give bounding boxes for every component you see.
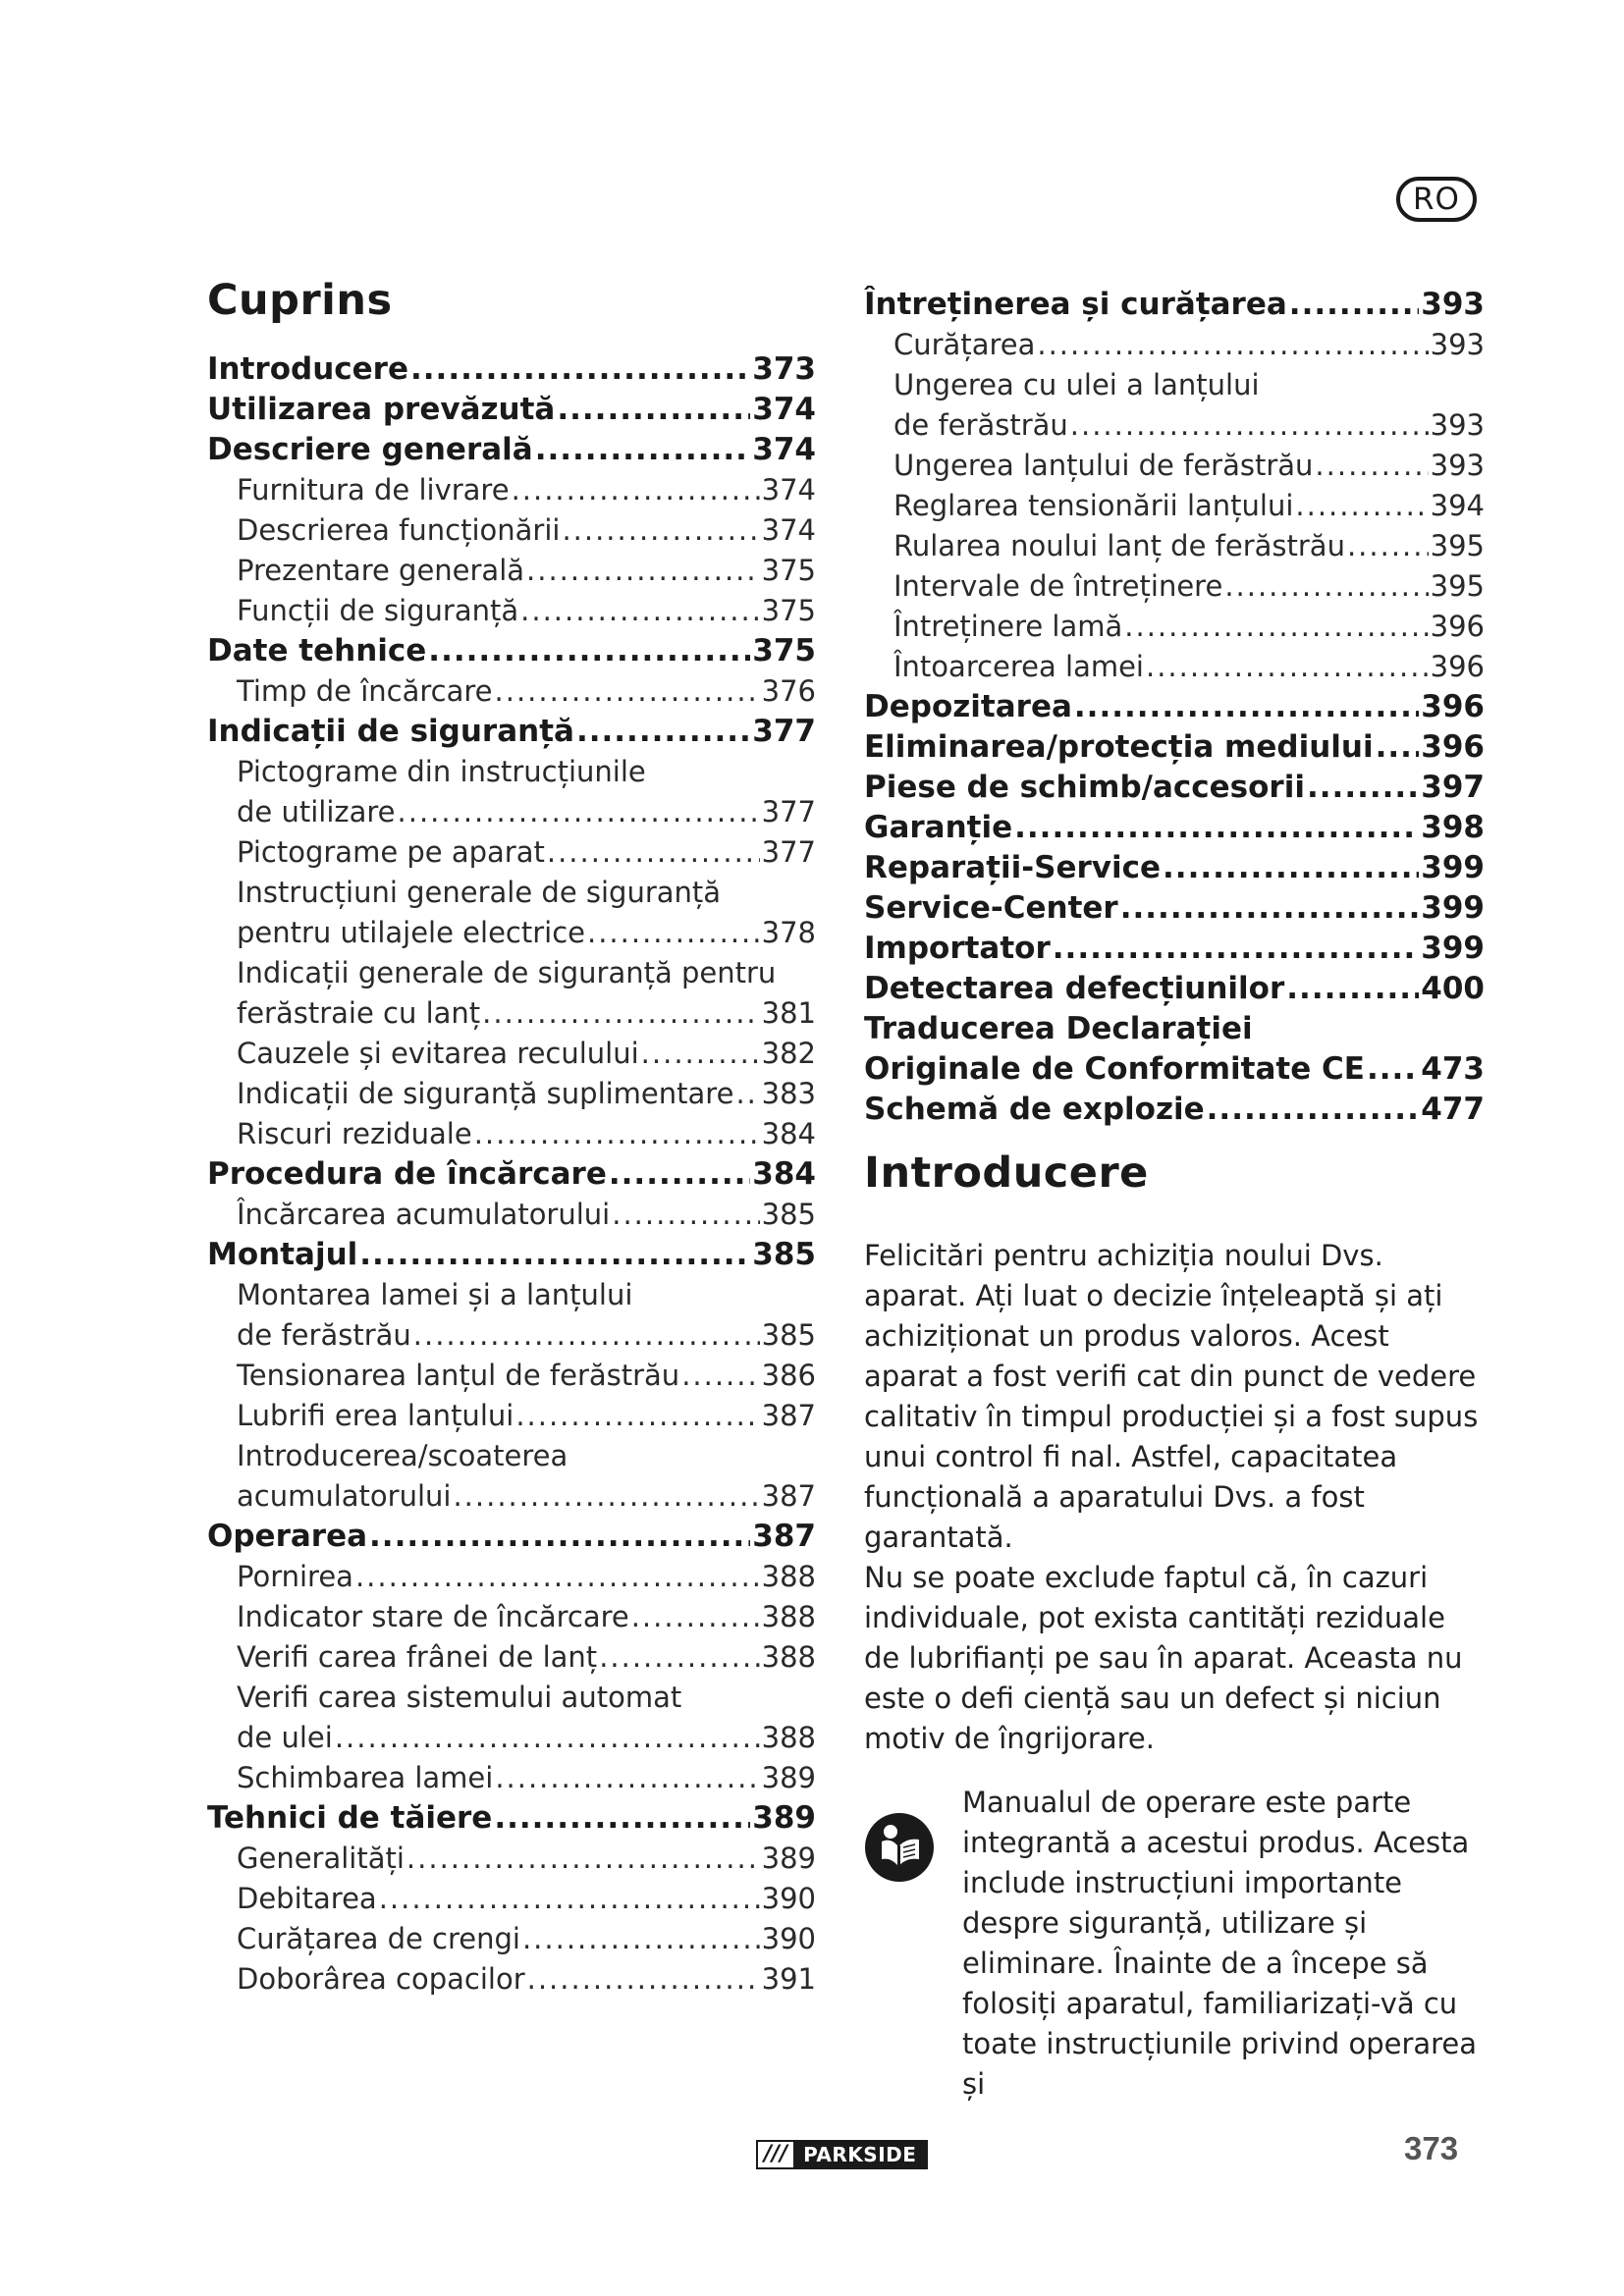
toc-entry-title: Riscuri reziduale — [237, 1117, 472, 1150]
toc-entry-page: 400 — [1421, 971, 1485, 1006]
toc-entry-page: 373 — [752, 351, 816, 387]
toc-subsection-entry — [207, 1637, 816, 1678]
toc-entry-title: ferăstraie cu lanț — [237, 996, 481, 1030]
toc-leader-dots — [1207, 1090, 1420, 1130]
toc-subsection-entry — [207, 1597, 816, 1637]
toc-subsection-entry — [207, 1678, 816, 1718]
toc-entry-page: 377 — [752, 714, 816, 749]
toc-subsection-entry — [207, 1879, 816, 1919]
toc-entry-title: Procedura de încărcare — [207, 1156, 607, 1192]
toc-leader-dots — [535, 430, 751, 470]
toc-entry-page: 393 — [1430, 328, 1485, 361]
toc-leader-dots — [1367, 1049, 1419, 1090]
toc-subsection-entry — [207, 671, 816, 712]
toc-leader-dots — [1295, 486, 1428, 526]
toc-leader-dots — [1347, 526, 1429, 566]
toc-entry-page: 477 — [1421, 1092, 1485, 1127]
toc-section-entry — [864, 929, 1485, 969]
toc-entry-title: Debitarea — [237, 1882, 377, 1915]
toc-subsection-entry — [207, 873, 816, 913]
logo-slashes: /// — [758, 2142, 793, 2167]
toc-subsection-entry — [207, 1114, 816, 1154]
intro-heading: Introducere — [864, 1148, 1149, 1198]
toc-leader-dots — [406, 1839, 760, 1879]
toc-entry-page: 396 — [1430, 650, 1485, 683]
toc-entry-page: 396 — [1421, 729, 1485, 765]
toc-entry-title: Eliminarea/protecția mediului — [864, 729, 1374, 765]
toc-leader-dots — [587, 913, 760, 953]
toc-subsection-entry — [207, 510, 816, 551]
toc-entry-title: Reparații-Service — [864, 850, 1162, 885]
toc-leader-dots — [482, 993, 759, 1034]
right-column — [864, 285, 1485, 2105]
toc-subsection-entry — [864, 526, 1485, 566]
toc-leader-dots — [547, 832, 760, 873]
toc-leader-dots — [599, 1637, 759, 1678]
toc-leader-dots — [494, 1798, 750, 1839]
toc-entry-page: 387 — [761, 1399, 816, 1432]
toc-entry-page: 389 — [761, 1761, 816, 1794]
toc-entry-page: 375 — [761, 594, 816, 627]
toc-entry-title: Schemă de explozie — [864, 1092, 1205, 1127]
toc-entry-title: Funcții de siguranță — [237, 594, 519, 627]
toc-subsection-entry — [207, 1315, 816, 1356]
toc-leader-dots — [1146, 647, 1429, 687]
toc-subsection-entry — [864, 607, 1485, 647]
toc-subsection-entry — [207, 1034, 816, 1074]
toc-section-entry — [207, 712, 816, 752]
toc-entry-title: Întoarcerea lamei — [893, 650, 1144, 683]
toc-entry-title: Reglarea tensionării lanțului — [893, 489, 1294, 522]
toc-subsection-entry — [207, 1557, 816, 1597]
toc-section-entry — [207, 1235, 816, 1275]
toc-entry-title: Descriere generală — [207, 432, 533, 467]
toc-section-entry — [864, 1049, 1485, 1090]
logo-brand: PARKSIDE — [793, 2142, 926, 2167]
toc-leader-dots — [612, 1195, 759, 1235]
toc-entry-title: Garanție — [864, 810, 1013, 845]
toc-entry-title: Curățarea — [893, 328, 1036, 361]
toc-subsection-entry — [207, 1959, 816, 2000]
toc-subsection-entry — [864, 325, 1485, 365]
toc-entry-title: Descrierea funcționării — [237, 513, 561, 547]
toc-entry-page: 389 — [752, 1800, 816, 1836]
toc-entry-page: 384 — [752, 1156, 816, 1192]
toc-entry-page: 390 — [761, 1922, 816, 1955]
toc-subsection-entry — [207, 1476, 816, 1517]
toc-entry-title: Originale de Conformitate CE — [864, 1051, 1365, 1087]
toc-subsection-entry — [207, 1356, 816, 1396]
toc-entry-title: Introducere — [207, 351, 408, 387]
toc-section-entry — [207, 349, 816, 390]
toc-entry-title: Date tehnice — [207, 633, 427, 668]
toc-entry-page: 388 — [761, 1560, 816, 1593]
toc-section-entry — [207, 1798, 816, 1839]
toc-leader-dots — [512, 470, 760, 510]
toc-entry-title: Piese de schimb/accesorii — [864, 770, 1305, 805]
toc-entry-page: 375 — [752, 633, 816, 668]
toc-leader-dots — [335, 1718, 760, 1758]
toc-entry-title: Indicații de siguranță suplimentare — [237, 1077, 734, 1110]
toc-entry-title: Ungerea cu ulei a lanțului — [893, 368, 1260, 401]
read-manual-icon — [864, 1812, 935, 1883]
toc-entry-page: 388 — [761, 1640, 816, 1674]
toc-subsection-entry — [207, 1718, 816, 1758]
toc-entry-page: 383 — [761, 1077, 816, 1110]
toc-entry-title: Pornirea — [237, 1560, 353, 1593]
toc-section-entry — [864, 808, 1485, 848]
toc-entry-title: Utilizarea prevăzută — [207, 392, 556, 427]
toc-subsection-entry — [864, 647, 1485, 687]
toc-subsection-entry — [207, 832, 816, 873]
toc-leader-dots — [1307, 768, 1419, 808]
toc-entry-page: 393 — [1421, 287, 1485, 322]
toc-entry-title: Timp de încărcare — [237, 674, 493, 708]
toc-leader-dots — [1124, 607, 1428, 647]
toc-entry-page: 389 — [761, 1842, 816, 1875]
toc-leader-dots — [631, 1597, 760, 1637]
toc-subsection-entry — [207, 913, 816, 953]
toc-leader-dots — [1289, 285, 1419, 325]
toc-entry-title: Indicații de siguranță — [207, 714, 574, 749]
toc-entry-title: de utilizare — [237, 795, 396, 828]
toc-leader-dots — [379, 1879, 760, 1919]
toc-entry-title: Generalități — [237, 1842, 405, 1875]
toc-leader-dots — [453, 1476, 759, 1517]
toc-entry-title: Montarea lamei și a lanțului — [237, 1278, 633, 1311]
toc-leader-dots — [410, 349, 750, 390]
toc-entry-title: Tehnici de tăiere — [207, 1800, 493, 1836]
toc-entry-title: Montajul — [207, 1237, 358, 1272]
toc-leader-dots — [576, 712, 750, 752]
toc-section-entry — [207, 1154, 816, 1195]
toc-leader-dots — [735, 1074, 759, 1114]
toc-subsection-entry — [207, 752, 816, 792]
toc-subsection-entry — [864, 365, 1485, 405]
toc-leader-dots — [359, 1235, 750, 1275]
toc-entry-title: Pictograme pe aparat — [237, 835, 545, 869]
toc-entry-page: 395 — [1430, 529, 1485, 562]
toc-entry-page: 381 — [761, 996, 816, 1030]
toc-section-entry — [207, 1517, 816, 1557]
toc-subsection-entry — [207, 591, 816, 631]
toc-section-entry — [864, 687, 1485, 727]
toc-subsection-entry — [207, 470, 816, 510]
toc-entry-title: Rularea noului lanț de ferăstrău — [893, 529, 1345, 562]
toc-leader-dots — [369, 1517, 750, 1557]
toc-entry-page: 390 — [761, 1882, 816, 1915]
toc-entry-page: 393 — [1430, 408, 1485, 442]
toc-leader-dots — [562, 510, 759, 551]
toc-entry-page: 388 — [761, 1600, 816, 1633]
toc-entry-page: 399 — [1421, 850, 1485, 885]
toc-entry-title: Prezentare generală — [237, 554, 525, 587]
toc-entry-page: 399 — [1421, 890, 1485, 926]
toc-leader-dots — [1074, 687, 1419, 727]
toc-leader-dots — [1376, 727, 1420, 768]
toc-entry-page: 387 — [752, 1519, 816, 1554]
toc-section-entry — [864, 888, 1485, 929]
toc-subsection-entry — [864, 566, 1485, 607]
toc-leader-dots — [1120, 888, 1420, 929]
toc-leader-dots — [495, 671, 760, 712]
toc-section-entry — [864, 969, 1485, 1009]
toc-subsection-entry — [864, 446, 1485, 486]
toc-entry-page: 374 — [761, 513, 816, 547]
toc-entry-title: Detectarea defecțiunilor — [864, 971, 1285, 1006]
toc-entry-page: 396 — [1430, 610, 1485, 643]
parkside-logo — [756, 2140, 928, 2169]
toc-heading: Cuprins — [207, 276, 393, 325]
toc-subsection-entry — [207, 1074, 816, 1114]
toc-leader-dots — [413, 1315, 760, 1356]
toc-leader-dots — [1224, 566, 1428, 607]
toc-section-entry — [864, 285, 1485, 325]
toc-list-left — [207, 349, 816, 2000]
toc-entry-page: 397 — [1421, 770, 1485, 805]
toc-entry-page: 378 — [761, 916, 816, 949]
toc-entry-page: 399 — [1421, 931, 1485, 966]
toc-entry-title: Instrucțiuni generale de siguranță — [237, 876, 722, 909]
toc-entry-title: Curățarea de crengi — [237, 1922, 520, 1955]
toc-subsection-entry — [207, 1396, 816, 1436]
toc-entry-page: 385 — [761, 1318, 816, 1352]
toc-entry-page: 374 — [761, 473, 816, 507]
toc-leader-dots — [515, 1396, 759, 1436]
toc-entry-title: Tensionarea lanțul de ferăstrău — [237, 1359, 680, 1392]
toc-entry-page: 386 — [761, 1359, 816, 1392]
toc-subsection-entry — [207, 993, 816, 1034]
toc-entry-page: 388 — [761, 1721, 816, 1754]
toc-entry-page: 393 — [1430, 449, 1485, 482]
toc-section-entry — [864, 727, 1485, 768]
toc-entry-page: 398 — [1421, 810, 1485, 845]
toc-subsection-entry — [864, 405, 1485, 446]
toc-entry-page: 374 — [752, 432, 816, 467]
page-number: 373 — [1404, 2130, 1459, 2166]
toc-subsection-entry — [207, 1839, 816, 1879]
toc-leader-dots — [527, 1959, 760, 2000]
toc-entry-page: 394 — [1430, 489, 1485, 522]
toc-entry-title: Importator — [864, 931, 1051, 966]
toc-leader-dots — [1070, 405, 1429, 446]
toc-entry-title: Doborârea copacilor — [237, 1962, 525, 1996]
intro-paragraph-1: Felicitări pentru achiziția noului Dvs. aparat. Ați luat o decizie înțeleaptă și ați achiziționat un produs valoros. Acest aparat a fost verifi cat din punct de vedere calitativ în timpul producției și a fost supus unui control fi nal. Astfel, capacitatea funcțională a aparatului Dvs. a fost garantată. — [864, 1239, 1479, 1554]
toc-leader-dots — [1286, 969, 1419, 1009]
toc-subsection-entry — [207, 551, 816, 591]
toc-leader-dots — [398, 792, 760, 832]
toc-leader-dots — [681, 1356, 759, 1396]
toc-left-column — [207, 275, 816, 2000]
toc-leader-dots — [522, 1919, 760, 1959]
toc-entry-page: 376 — [761, 674, 816, 708]
toc-leader-dots — [520, 591, 760, 631]
toc-leader-dots — [641, 1034, 760, 1074]
toc-entry-page: 384 — [761, 1117, 816, 1150]
toc-leader-dots — [609, 1154, 750, 1195]
toc-leader-dots — [1014, 808, 1419, 848]
manual-note-text: Manualul de operare este parte integrantă a acestui produs. Acesta include instrucțiuni importante despre siguranță, utilizare și eliminare. Înainte de a începe să folosiți aparatul, familiarizați-vă cu toate instrucțiunile privind operarea și — [962, 1786, 1478, 2101]
toc-leader-dots — [1053, 929, 1420, 969]
toc-section-entry — [864, 1090, 1485, 1130]
toc-entry-title: Schimbarea lamei — [237, 1761, 494, 1794]
intro-paragraph-2: Nu se poate exclude faptul că, în cazuri individuale, pot exista cantități reziduale de lubrifianți pe sau în aparat. Aceasta nu este o defi ciență sau un defect și niciun motiv de îngrijorare. — [864, 1561, 1463, 1755]
toc-subsection-entry — [207, 792, 816, 832]
toc-entry-title: Introducerea/scoaterea — [237, 1439, 568, 1472]
toc-leader-dots — [1315, 446, 1428, 486]
toc-entry-title: Lubrifi erea lanțului — [237, 1399, 514, 1432]
toc-entry-page: 377 — [761, 835, 816, 869]
toc-entry-page: 382 — [761, 1037, 816, 1070]
toc-entry-title: Întreținere lamă — [893, 610, 1123, 643]
toc-subsection-entry — [864, 486, 1485, 526]
toc-entry-title: Verifi carea frânei de lanț — [237, 1640, 598, 1674]
toc-entry-page: 387 — [761, 1479, 816, 1513]
toc-section-entry — [864, 848, 1485, 888]
toc-subsection-entry — [207, 1758, 816, 1798]
toc-entry-page: 385 — [752, 1237, 816, 1272]
toc-section-entry — [207, 390, 816, 430]
toc-subsection-entry — [207, 953, 816, 993]
toc-entry-page: 374 — [752, 392, 816, 427]
toc-subsection-entry — [207, 1275, 816, 1315]
toc-leader-dots — [355, 1557, 760, 1597]
toc-entry-title: Intervale de întreținere — [893, 569, 1223, 603]
toc-subsection-entry — [207, 1436, 816, 1476]
toc-entry-page: 391 — [761, 1962, 816, 1996]
toc-leader-dots — [474, 1114, 760, 1154]
toc-entry-title: Pictograme din instrucțiunile — [237, 755, 646, 788]
toc-entry-page: 385 — [761, 1198, 816, 1231]
toc-entry-title: Service-Center — [864, 890, 1118, 926]
toc-entry-title: Ungerea lanțului de ferăstrău — [893, 449, 1314, 482]
toc-entry-title: pentru utilajele electrice — [237, 916, 585, 949]
toc-entry-title: Indicații generale de siguranță pentru — [237, 956, 777, 989]
toc-list-right — [864, 285, 1485, 1130]
toc-subsection-entry — [207, 1195, 816, 1235]
toc-entry-title: acumulatorului — [237, 1479, 452, 1513]
toc-entry-page: 395 — [1430, 569, 1485, 603]
toc-section-entry — [207, 631, 816, 671]
language-badge: RO — [1396, 177, 1477, 222]
toc-leader-dots — [428, 631, 750, 671]
toc-subsection-entry — [207, 1919, 816, 1959]
toc-leader-dots — [526, 551, 760, 591]
toc-entry-title: de ferăstrău — [893, 408, 1068, 442]
toc-section-entry — [864, 768, 1485, 808]
toc-entry-title: Verifi carea sistemului automat — [237, 1681, 682, 1714]
toc-entry-title: de ulei — [237, 1721, 333, 1754]
toc-entry-title: Încărcarea acumulatorului — [237, 1198, 611, 1231]
toc-entry-title: Furnitura de livrare — [237, 473, 510, 507]
toc-entry-title: Traducerea Declarației — [864, 1011, 1253, 1046]
toc-entry-page: 375 — [761, 554, 816, 587]
toc-entry-page: 396 — [1421, 689, 1485, 724]
toc-section-entry — [207, 430, 816, 470]
toc-entry-title: Depozitarea — [864, 689, 1072, 724]
toc-leader-dots — [1037, 325, 1428, 365]
toc-section-entry — [864, 1009, 1485, 1049]
toc-leader-dots — [557, 390, 750, 430]
toc-entry-page: 377 — [761, 795, 816, 828]
toc-entry-title: Cauzele și evitarea reculului — [237, 1037, 639, 1070]
toc-entry-page: 473 — [1421, 1051, 1485, 1087]
toc-leader-dots — [495, 1758, 759, 1798]
toc-entry-title: de ferăstrău — [237, 1318, 411, 1352]
toc-leader-dots — [1163, 848, 1419, 888]
toc-entry-title: Întreținerea și curățarea — [864, 287, 1287, 322]
toc-entry-title: Indicator stare de încărcare — [237, 1600, 629, 1633]
toc-entry-title: Operarea — [207, 1519, 368, 1554]
manual-note — [864, 1783, 1485, 2105]
